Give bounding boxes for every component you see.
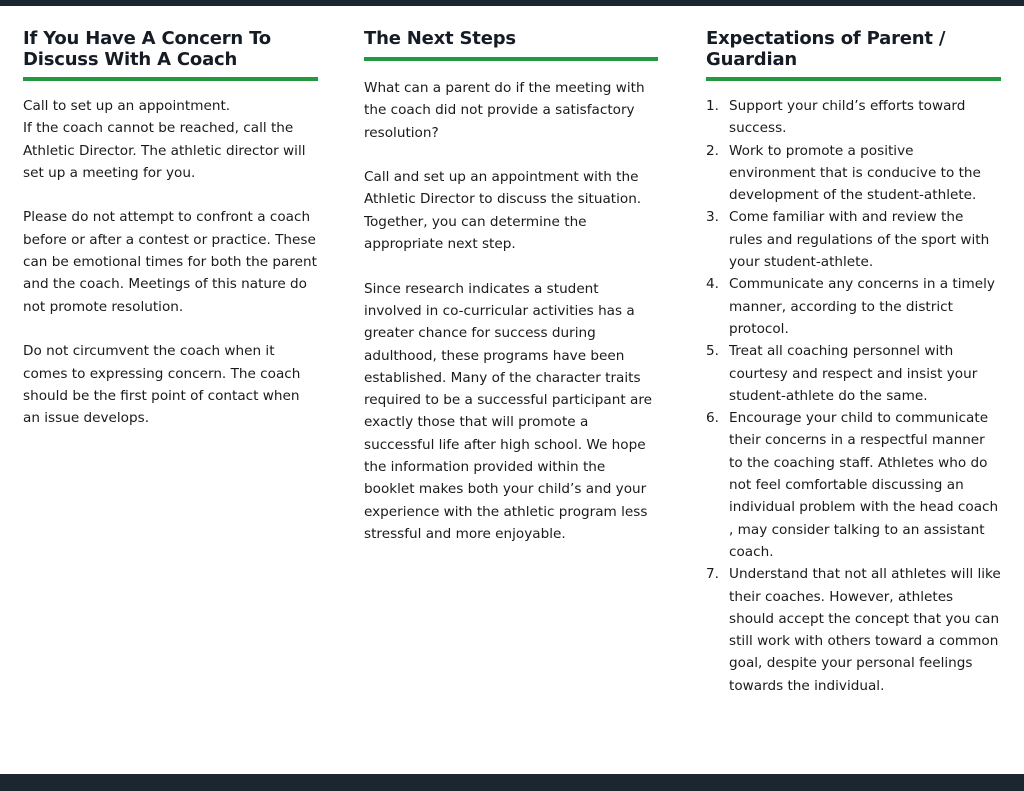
concern-paragraph-2: Please do not attempt to confront a coach before or after a contest or practice. These can be emotional times for both the parent and the coach. Meetings of this nature do not promote resolution.	[23, 209, 317, 315]
next-steps-paragraph-1: What can a parent do if the meeting with the coach did not provide a satisfactory resolution?	[364, 80, 645, 141]
heading-underline	[23, 77, 318, 81]
column-concern	[23, 28, 318, 429]
next-steps-paragraph-3: Since research indicates a student involved in co-curricular activities has a greater chance for success during adulthood, these programs have been established. Many of the character traits required to be a successful participant are exactly those that will promote a successful life after high school. We hope the information provided within the booklet makes both your child’s and your experience with the athletic program less stressful and more enjoyable.	[364, 280, 652, 542]
concern-line-1: Call to set up an appointment.	[23, 98, 231, 114]
list-number: 2.	[706, 142, 719, 159]
list-number: 4.	[706, 276, 719, 293]
heading-underline	[364, 57, 658, 61]
top-border-bar	[0, 0, 1024, 6]
list-item	[706, 140, 1001, 207]
list-text: Work to promote a positive environment that is conducive to the development of the student-athlete.	[729, 142, 981, 204]
list-text: Communicate any concerns in a timely manner, according to the district protocol.	[729, 276, 995, 337]
column-expectations	[706, 28, 1001, 697]
heading-underline	[706, 77, 1001, 81]
next-steps-body	[364, 77, 658, 545]
list-item	[706, 407, 1001, 563]
list-text: Understand that not all athletes will like their coaches. However, athletes should accept the concept that you can still work with others toward a common goal, despite your personal feelings towards the individual.	[729, 566, 1001, 694]
list-item	[706, 206, 1001, 273]
list-text: Encourage your child to communicate their concerns in a respectful manner to the coaching staff. Athletes who do not feel comfortable discussing an individual problem with the head coach , may consider talking to an assistant coach.	[729, 410, 999, 560]
list-item	[706, 340, 1001, 407]
list-item	[706, 273, 1001, 340]
bottom-border-bar	[0, 774, 1024, 791]
list-number: 6.	[706, 410, 719, 427]
list-item	[706, 95, 1001, 140]
heading-next-steps: The Next Steps	[364, 28, 516, 49]
list-text: Come familiar with and review the rules and regulations of the sport with your student-athlete.	[729, 209, 990, 271]
next-steps-paragraph-2: Call and set up an appointment with the Athletic Director to discuss the situation. Together, you can determine the appropriate next step.	[364, 169, 642, 253]
concern-line-2: If the coach cannot be reached, call the Athletic Director. The athletic director will set up a meeting for you.	[23, 120, 306, 181]
list-text: Treat all coaching personnel with courtesy and respect and insist your student-athlete do the same.	[729, 343, 978, 404]
concern-body	[23, 95, 318, 429]
list-number: 3.	[706, 209, 719, 226]
heading-concern: If You Have A Concern To Discuss With A Coach	[23, 28, 271, 70]
list-number: 5.	[706, 343, 719, 360]
expectations-body	[706, 95, 1001, 697]
concern-intro	[23, 95, 318, 184]
heading-expectations: Expectations of Parent / Guardian	[706, 28, 946, 70]
column-next-steps	[364, 28, 658, 545]
list-number: 7.	[706, 566, 719, 583]
concern-paragraph-3: Do not circumvent the coach when it comes to expressing concern. The coach should be the first point of contact when an issue develops.	[23, 343, 301, 427]
list-text: Support your child’s efforts toward success.	[729, 98, 966, 137]
expectations-list	[706, 95, 1001, 697]
list-item	[706, 563, 1001, 697]
list-number: 1.	[706, 98, 719, 114]
